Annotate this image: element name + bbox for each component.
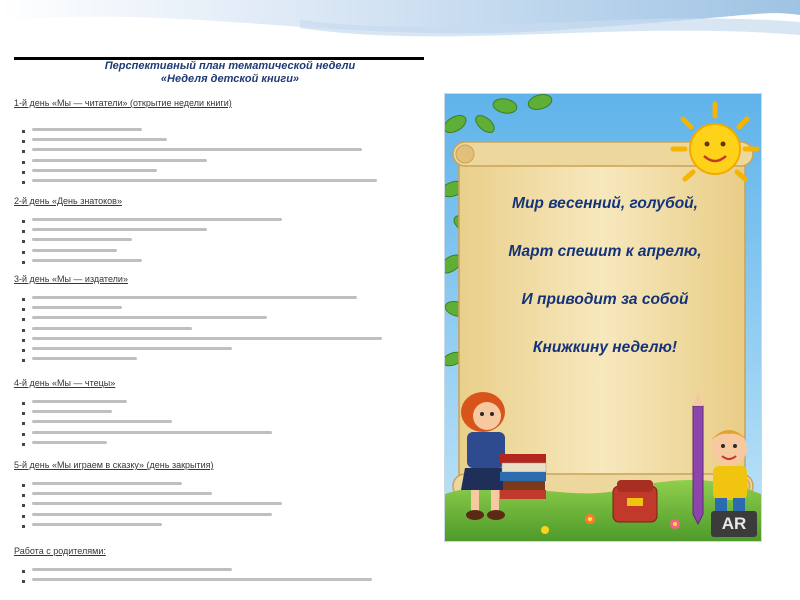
list-item xyxy=(32,228,412,236)
list-item xyxy=(32,513,412,521)
day-2-heading: 2-й день «День знатоков» xyxy=(14,196,122,206)
day-4-list xyxy=(32,398,412,451)
day-1-list xyxy=(32,126,412,189)
list-item xyxy=(32,159,412,167)
list-item xyxy=(32,420,412,428)
day-5-list xyxy=(32,480,412,533)
list-item xyxy=(32,327,412,335)
document-title xyxy=(60,60,400,86)
list-item xyxy=(32,249,412,257)
list-item xyxy=(32,148,412,156)
list-item xyxy=(32,128,412,136)
list-item xyxy=(32,316,412,324)
day-4-heading: 4-й день «Мы — чтецы» xyxy=(14,378,116,388)
list-item xyxy=(32,306,412,314)
poem-line-2: Март спешит к апрелю, xyxy=(508,243,702,260)
ar-badge xyxy=(711,511,757,537)
day-1-heading: 1-й день «Мы — читатели» (открытие недели книги) xyxy=(14,98,232,108)
list-item xyxy=(32,347,412,355)
day-3-heading: 3-й день «Мы — издатели» xyxy=(14,274,128,284)
list-item xyxy=(32,568,412,576)
poster-illustration xyxy=(444,93,762,542)
ar-badge-label: AR xyxy=(721,514,747,533)
list-item xyxy=(32,218,412,226)
list-item xyxy=(32,410,412,418)
document-title-line-1: Перспективный план тематической недели xyxy=(104,60,356,72)
poem-line-4: Книжкину неделю! xyxy=(532,339,678,356)
list-item xyxy=(32,259,412,267)
list-item xyxy=(32,482,412,490)
school-bag-illustration xyxy=(613,480,657,522)
list-item xyxy=(32,431,412,439)
poem-text xyxy=(469,194,741,386)
list-item xyxy=(32,441,412,449)
list-item xyxy=(32,357,412,365)
day-2-list xyxy=(32,216,412,269)
list-item xyxy=(32,169,412,177)
list-item xyxy=(32,238,412,246)
document-title-line-2: «Неделя детской книги» xyxy=(160,73,300,85)
parents-heading: Работа с родителями: xyxy=(14,546,106,556)
list-item xyxy=(32,296,412,304)
list-item xyxy=(32,138,412,146)
poem-line-1: Мир весенний, голубой, xyxy=(512,195,698,212)
top-wave-decoration xyxy=(0,0,800,60)
list-item xyxy=(32,337,412,345)
list-item xyxy=(32,523,412,531)
day-3-list xyxy=(32,294,412,367)
list-item xyxy=(32,179,412,187)
list-item xyxy=(32,578,412,586)
list-item xyxy=(32,400,412,408)
poem-line-3: И приводит за собой xyxy=(521,291,689,308)
list-item xyxy=(32,502,412,510)
list-item xyxy=(32,492,412,500)
day-5-heading: 5-й день «Мы играем в сказку» (день закрытия) xyxy=(14,460,214,470)
parents-list xyxy=(32,566,412,588)
